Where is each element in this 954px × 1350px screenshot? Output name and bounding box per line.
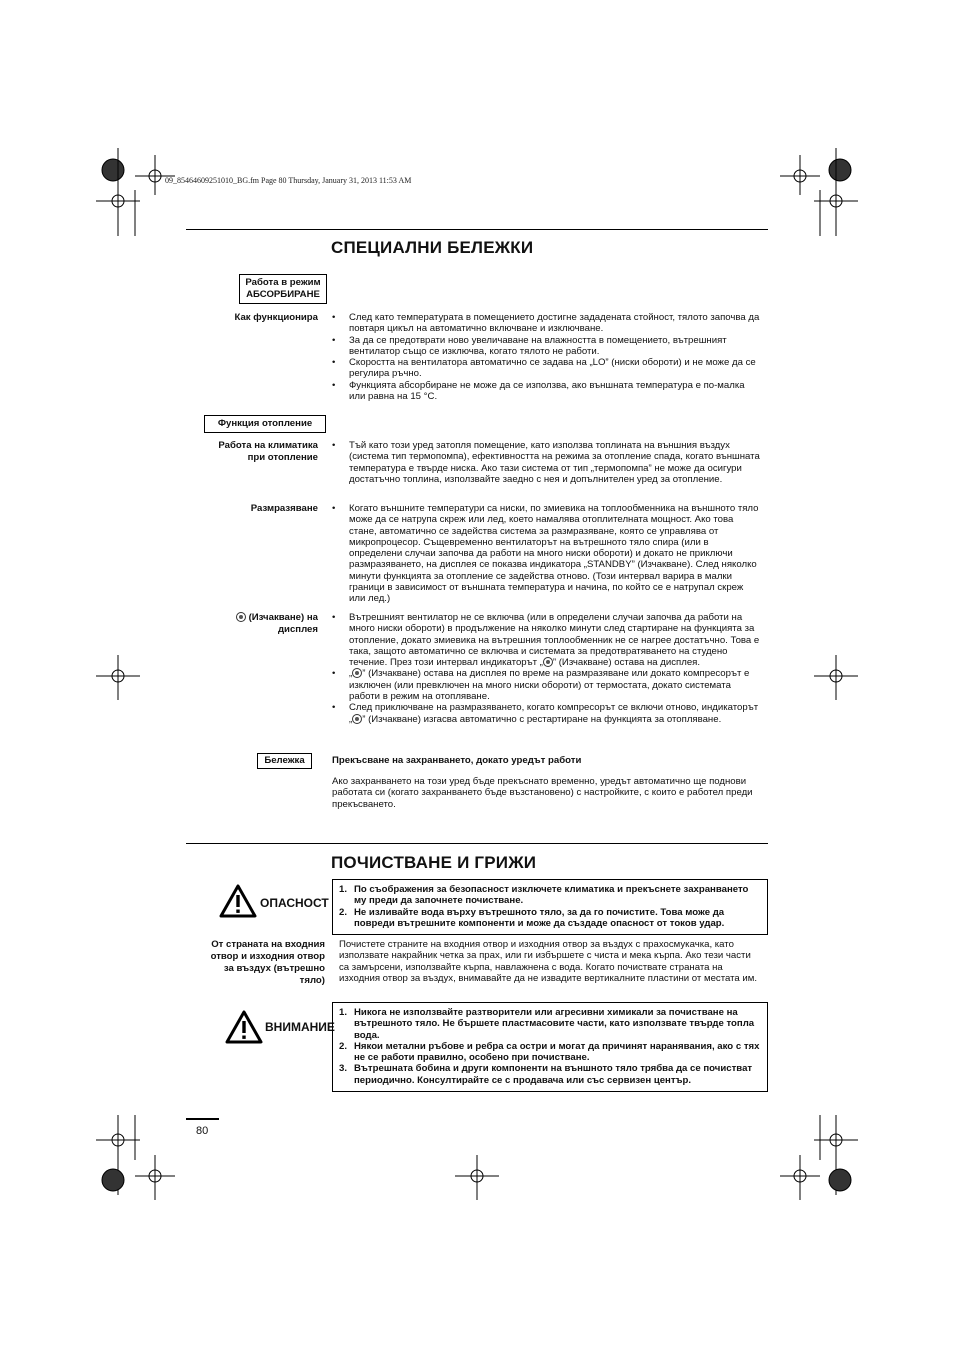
item-number: 1. — [339, 1007, 348, 1018]
file-info-header: 09_85464609251010_BG.fm Page 80 Thursday, January 31, 2013 11:53 AM — [165, 176, 412, 185]
page-title-cleaning: ПОЧИСТВАНЕ И ГРИЖИ — [331, 853, 537, 872]
page-number: 80 — [196, 1125, 209, 1137]
item-number: 2. — [339, 906, 348, 918]
caution-list — [339, 1007, 761, 1086]
grille-label-line1: От страната на входния — [211, 939, 325, 950]
section-rule-top — [186, 229, 768, 230]
note-box: Бележка — [257, 753, 312, 769]
list-item: • Функцията абсорбиране не може да се използва, ако външната температура е по-малка или равна на 15 °C. — [332, 380, 760, 403]
grille-text: Почистете страните на входния отвор и изходния отвор за въздух с прахосмукачка, като използвате накрайник четка за прах, или ги избършете с чиста и мека кърпа. Ако тези части са замърсени, използвайте кърпа, навлажнена с вода. Когато почиствате страната на изходния отвор за въздух, внимавайте да не извадите вертикалните пластини от местата им. — [339, 939, 758, 984]
note-text: Ако захранването на този уред бъде прекъснато временно, уредът автоматично ще поднови работата си (когато захранването бъде възстановено) с настройките, с които е работел преди прекъсването. — [332, 776, 753, 810]
item-number: 1. — [339, 884, 348, 895]
section-rule-cleaning — [186, 843, 768, 844]
page-title-special-notes: СПЕЦИАЛНИ БЕЛЕЖКИ — [331, 238, 534, 257]
standby-indicator-icon — [352, 714, 362, 724]
list-item: • Когато външните температури са ниски, по змиевика на топлообменника на външното тяло може да се натрупа скреж или лед, което намалява отоплителната мощност. Ако това стане, автоматично се задейства система за размразяване, която се управлява от микропроцесор. Същевременно вентилаторът на вътрешното тяло спира (или в определени случаи започва да работи на много ниски обороти) и докато не приключи размразяването, на дисплея се показва индикатора „STANDBY” (Изчакване). След няколко минути функцията за отопление се задейства отново. (Този интервал варира в малки граници в зависимост от външната температура и начина, по който се е натрупал скреж или лед.) — [332, 503, 760, 605]
list-item: • За да се предотврати ново увеличаване на влажността в помещението, вътрешният вентилатор също се изключва, когато тялото не работи. — [332, 335, 760, 358]
grille-label — [211, 939, 325, 987]
grille-label-line3: за въздух (вътрешно — [223, 963, 325, 974]
heating-op-list — [332, 440, 760, 485]
defrost-label: Размразяване — [250, 503, 318, 514]
heating-op-label — [218, 440, 318, 464]
standby-label-line1: (Изчакване) на — [248, 612, 318, 623]
standby-bullet-2-pre: „ — [349, 668, 353, 680]
danger-list — [339, 884, 761, 929]
standby-label-line2: дисплея — [277, 624, 318, 635]
heating-function-box: Функция отопление — [204, 415, 326, 433]
item-number: 3. — [339, 1063, 348, 1075]
standby-label — [236, 612, 318, 636]
standby-bullet-3-pre: След приключване на размразяването, когато компресорът се включи отново, индикаторът „ — [349, 702, 759, 725]
danger-label: ОПАСНОСТ — [260, 896, 329, 910]
grille-label-line4: тяло) — [299, 975, 325, 986]
defrost-list — [332, 503, 760, 605]
caution-triangle-icon — [225, 1010, 263, 1044]
list-item — [332, 612, 760, 668]
footer-rule — [186, 1118, 219, 1120]
standby-bullet-2-post: ” (Изчакване) остава на дисплея по време на размразяване или докато компресорът е изключен (или превключен на много ниски обороти) от термостата, докато системата работи в режим на отопляване. — [349, 668, 750, 703]
absorb-mode-box — [239, 274, 327, 304]
absorb-box-line2: АБСОРБИРАНЕ — [246, 289, 320, 300]
list-item — [332, 668, 760, 702]
standby-bullet-1-pre: Вътрешният вентилатор не се включва (или в определени случаи започва да работи на много ниски обороти) в продължение на няколко минути след стартиране на функцията за отопление, докато змиевика на вътрешния топлообменник не се нагрее достатъчно. Това е така, защото автоматично се включва и системата за предотвратяването на студено течение. През този интервал индикаторът „ — [349, 612, 760, 669]
item-number: 2. — [339, 1040, 348, 1052]
item-text: Някои метални ръбове и ребра са остри и могат да причинят наранявания, ако с тях не се работи правилно, особено при почистване. — [354, 1040, 760, 1064]
list-item: • След като температурата в помещението достигне зададената стойност, тялото започва да повтаря цикъл на автоматично включване и изключване. — [332, 312, 760, 335]
caution-box — [332, 1002, 768, 1092]
list-item — [339, 1041, 761, 1064]
list-item — [332, 702, 760, 725]
heating-op-label-line1: Работа на климатика — [218, 440, 318, 451]
item-text: Вътрешната бобина и други компоненти на външното тяло трябва да се почистват периодично. Консултирайте се с продавача или със сервизен център. — [354, 1063, 753, 1086]
caution-label: ВНИМАНИЕ — [265, 1020, 335, 1034]
standby-bullet-3-post: ” (Изчакване) изгасва автоматично с рестартиране на функцията за отопляване. — [362, 713, 722, 725]
standby-bullet-1-post: ” (Изчакване) остава на дисплея. — [552, 657, 701, 669]
item-text: Не изливайте вода върху вътрешното тяло, за да го почистите. Това може да повреди вътрешните компоненти и може да създаде опасност от токов удар. — [354, 906, 725, 929]
list-item — [339, 884, 761, 907]
standby-indicator-icon — [543, 657, 553, 667]
list-item — [339, 1063, 761, 1086]
item-text: По съображения за безопасност изключете климатика и прекъснете захранването му преди да започнете почистване. — [354, 884, 749, 907]
item-text: Никога не използвайте разтворители или агресивни химикали за почистване на вътрешното тяло. Не бършете пластмасовите части, като използвате твърде топла вода. — [354, 1007, 755, 1041]
list-item — [339, 1007, 761, 1041]
note-heading: Прекъсване на захранването, докато уредът работи — [332, 755, 582, 766]
absorb-box-line1: Работа в режим — [245, 277, 321, 288]
warning-triangle-icon — [219, 884, 257, 918]
standby-list — [332, 612, 760, 725]
danger-box — [332, 879, 768, 935]
list-item: • Скоростта на вентилатора автоматично се задава на „LO” (ниски обороти) и не може да се регулира ръчно. — [332, 357, 760, 380]
how-it-works-list — [332, 312, 760, 402]
heating-op-label-line2: при отопление — [247, 452, 318, 463]
list-item: • Тъй като този уред затопля помещение, като използва топлината на външния въздух (система тип термопомпа), ефективността на режима за отопление спада, когато външната температура е твърде ниска. Ако тази система от тип „термопомпа” не може да осигури достатъчно топлина, използвайте заедно с нея и допълнителен уред за отопление. — [332, 440, 760, 485]
standby-indicator-icon — [352, 668, 362, 678]
list-item — [339, 907, 761, 930]
standby-indicator-icon — [236, 612, 246, 622]
grille-label-line2: отвор и изходния отвор — [210, 951, 325, 962]
how-it-works-label: Как функционира — [234, 312, 318, 323]
